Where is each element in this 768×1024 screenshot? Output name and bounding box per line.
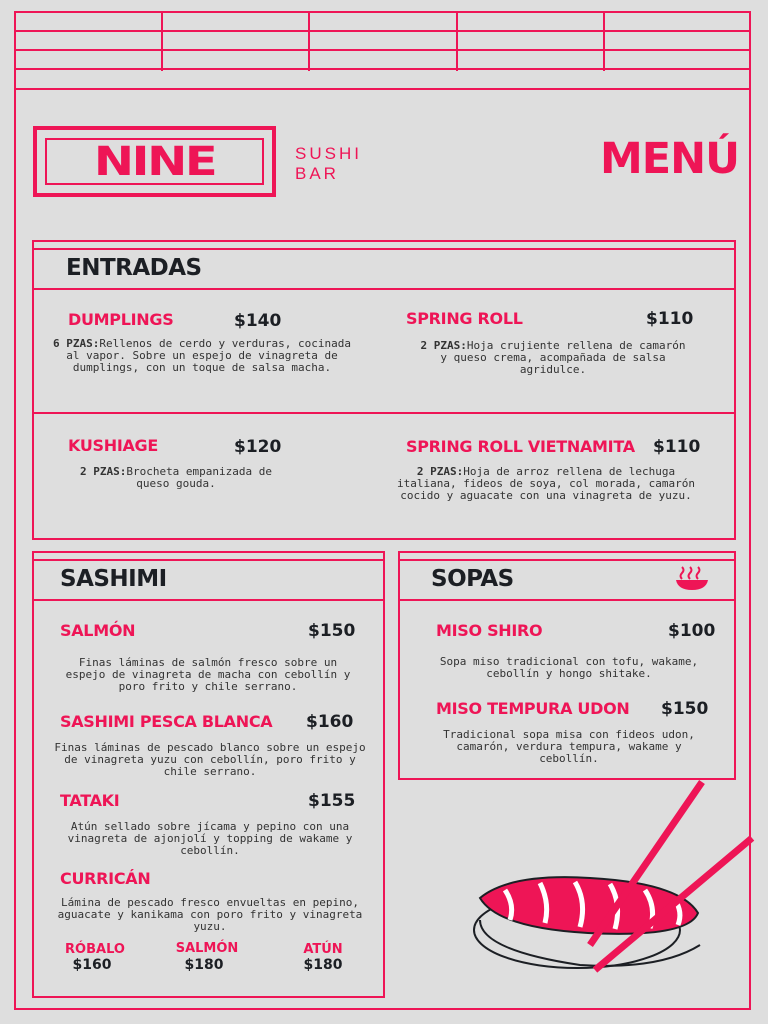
brand-subtitle — [295, 144, 362, 184]
entradas-item-name: SPRING ROLL — [406, 309, 523, 328]
variant-name: ATÚN — [303, 942, 343, 957]
qty-label: 2 PZAS: — [420, 339, 467, 352]
desc-text: Brocheta empanizada de queso gouda. — [126, 465, 273, 490]
sashimi-item-price: $155 — [308, 791, 356, 811]
entradas-item-name: DUMPLINGS — [68, 310, 174, 329]
sopas-item-name: MISO SHIRO — [436, 621, 543, 640]
soup-bowl-icon — [674, 565, 710, 591]
qty-label: 2 PZAS: — [79, 465, 127, 478]
brand-subtitle-line2: BAR — [295, 164, 339, 183]
sashimi-item-desc: Finas láminas de pescado blanco sobre un espejo de vinagreta yuzu con cebollín, poro frito y chile serrano. — [54, 741, 366, 778]
sopas-title: SOPAS — [431, 566, 514, 592]
entradas-item-desc — [414, 340, 692, 376]
entradas-title: ENTRADAS — [66, 255, 202, 281]
sushi-illustration — [470, 780, 755, 990]
sashimi-item-price: $160 — [306, 712, 354, 732]
sopas-item-price: $100 — [668, 621, 716, 641]
entradas-item-price: $110 — [646, 309, 694, 329]
sashimi-item-desc: Finas láminas de salmón fresco sobre un espejo de vinagreta de macha con cebollín y poro frito y chile serrano. — [65, 656, 351, 693]
desc-text: Rellenos de cerdo y verduras, cocinada al vapor. Sobre un espejo de vinagreta de dumplings, con un toque de salsa macha. — [66, 337, 352, 374]
qty-label: 2 PZAS: — [416, 465, 464, 478]
sopas-item-price: $150 — [661, 699, 709, 719]
entradas-item-desc — [52, 338, 352, 374]
header-grid — [14, 11, 751, 90]
brand-logo — [33, 126, 276, 197]
entradas-section — [32, 240, 736, 540]
sopas-item-desc: Tradicional sopa misa con fideos udon, camarón, verdura tempura, wakame y cebollín. — [443, 728, 695, 765]
entradas-item-name: SPRING ROLL VIETNAMITA — [406, 437, 635, 456]
entradas-item-price: $140 — [234, 311, 282, 331]
variant-price: $180 — [303, 957, 343, 973]
sashimi-title: SASHIMI — [60, 566, 167, 592]
brand-subtitle-line1: SUSHI — [295, 144, 362, 163]
desc-text: Hoja crujiente rellena de camarón y queso crema, acompañada de salsa agridulce. — [440, 339, 686, 376]
variant-name: RÓBALO — [65, 942, 125, 957]
sashimi-item-desc: Atún sellado sobre jícama y pepino con una vinagreta de ajonjolí y topping de wakame y cebollín. — [67, 820, 353, 857]
sashimi-item-desc: Lámina de pescado fresco envueltas en pepino, aguacate y kanikama con poro frito y vinagreta yuzu. — [57, 896, 363, 933]
menu-title: MENÚ — [600, 134, 740, 184]
brand-logo-text: NINE — [93, 138, 216, 185]
variant-price: $160 — [72, 957, 112, 973]
variant-name: SALMÓN — [175, 941, 239, 956]
qty-label: 6 PZAS: — [52, 337, 100, 350]
entradas-item-name: KUSHIAGE — [68, 436, 159, 455]
sopas-item-desc: Sopa miso tradicional con tofu, wakame, cebollín y hongo shitake. — [439, 655, 699, 680]
sashimi-item-name: TATAKI — [60, 791, 120, 810]
desc-text: Hoja de arroz rellena de lechuga italiana, fideos de soya, col morada, camarón cocido y aguacate con una vinagreta de yuzu. — [396, 465, 695, 502]
sashimi-item-name: SALMÓN — [60, 621, 136, 640]
sashimi-item-price: $150 — [308, 621, 356, 641]
entradas-item-desc — [62, 466, 290, 490]
entradas-item-price: $110 — [653, 437, 701, 457]
sashimi-item-name: SASHIMI PESCA BLANCA — [60, 712, 273, 731]
sashimi-section — [32, 551, 385, 998]
entradas-divider — [34, 412, 734, 414]
sopas-item-name: MISO TEMPURA UDON — [436, 699, 630, 718]
sopas-section — [398, 551, 736, 780]
entradas-item-price: $120 — [234, 437, 282, 457]
variant-price: $180 — [184, 957, 224, 973]
sashimi-item-name: CURRICÁN — [60, 869, 151, 888]
entradas-item-desc — [396, 466, 696, 502]
